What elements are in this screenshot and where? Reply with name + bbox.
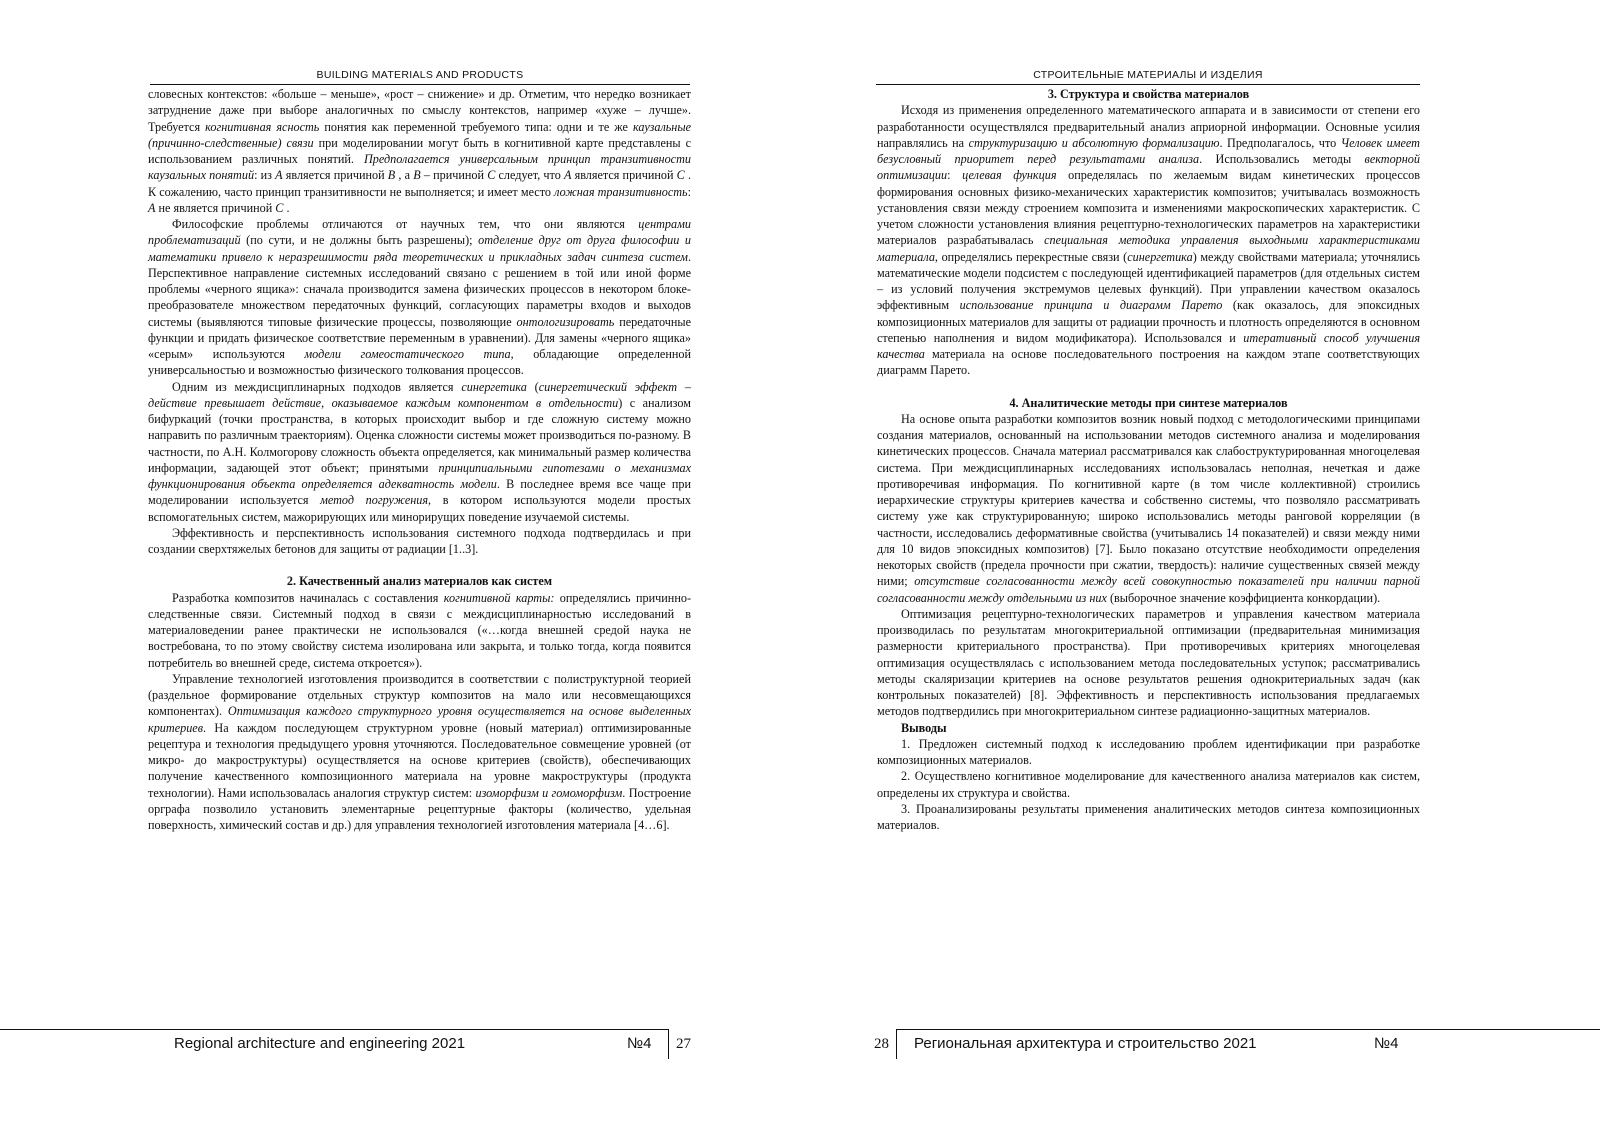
footer-rule-right (896, 1029, 1600, 1030)
footer-page-divider-right (896, 1029, 897, 1059)
page-number-left: 27 (676, 1036, 691, 1052)
conclusions-heading: Выводы (901, 720, 947, 735)
section-gap (148, 557, 691, 573)
left-paragraph-6: Управление технологией изготовления производится в соответствии с полиструктурной теорией (раздельное формирование отдельных структур композитов на мало или несовмещающихся компонентах). Оптимизация каждого структурного уровня осуществляется на основе выделенных критериев. На каждом последующем структурном уровне (новый материал) оптимизированные рецептура и технология предыдущего уровня уточняются. Последовательное совмещение уровней (от микро- до макроструктуры) осуществляется на основе критериев (свойств), обеспечивающих получение качественного композиционного материала на уровне макроструктуры (продукта технологии). Нами использовалась аналогия структур систем: изоморфизм и гомоморфизм. Построение орграфа позволило установить элементарные рецептурные факторы (количество, удельная поверхность, химический состав и др.) для управления технологией изготовления материала [4…6]. (148, 671, 691, 832)
right-paragraph-3: Оптимизация рецептурно-технологических параметров и управления качеством материала производилась по результатам многокритериальной оптимизации (предварительная минимизация размерности критериального пространства). При противоречивых критериях многоцелевая оптимизация осуществлялась с использованием метода последовательных уступок; рассматривались методы скаляризации критериев на основе результатов решения однокритериальных задач (как контрольных показателей) [8]. Эффективность и перспективность использования предлагаемых методов подтвердились при многокритериальном синтезе радиационно-защитных материалов. (877, 606, 1420, 719)
conclusion-3: 3. Проанализированы результаты применения аналитических методов синтеза композиционных материалов. (877, 801, 1420, 832)
running-header-left: BUILDING MATERIALS AND PRODUCTS (316, 69, 524, 81)
footer-page-divider-left (668, 1029, 669, 1059)
footer-rule-left (0, 1029, 668, 1030)
conclusion-1: 1. Предложен системный подход к исследованию проблем идентификации при разработке композиционных материалов. (877, 736, 1420, 767)
left-text-column (148, 86, 691, 833)
left-paragraph-5: Разработка композитов начиналась с составления когнитивной карты: определялись причинно-следственные связи. Системный подход в связи с междисциплинарностью исследований в материаловедении ранее практически не использовался («…когда внешней средой наука не востребована, то по этому свойству система изолирована или закрыта, и только тогда, когда появится потребитель во внешней среде, система откроется»). (148, 590, 692, 670)
right-page (800, 0, 1600, 1132)
section-heading-3: 3. Структура и свойства материалов (1047, 87, 1250, 101)
left-paragraph-3: Одним из междисциплинарных подходов является синергетика (синергетический эффект – действие превышает действие, оказываемое каждым компонентом в отдельности) с анализом бифуркаций (точки пространства, в которых происходит выбор и где сложную систему можно направить по различным траекториям). Оценка сложности системы может производиться по-разному. В частности, по А.Н. Колмогорову сложность объекта определяется, как минимальный размер количества информации, задающей этот объект; принятыми принципиальными гипотезами о механизмах функционирования объекта определяется адекватность модели. В последнее время все чаще при моделировании используется метод погружения, в котором используются модели простых вспомогательных систем, мажорирующих или минорирущих поведение изучаемой системы. (148, 379, 691, 524)
issue-number-left: №4 (627, 1035, 652, 1052)
header-rule-left (150, 84, 690, 85)
left-paragraph-2: Философские проблемы отличаются от научных тем, что они являются центрами проблематизаций (по сути, и не должны быть разрешены); отделение друг от друга философии и математики привело к неразрешимости ряда теоретических и прикладных задач синтеза систем. Перспективное направление системных исследований связано с решением в той или иной форме проблемы «черного ящика»: сначала производится замена физических процессов в некотором блоке-преобразователе множеством передаточных функций, согласующих параметры входов и выходов системы (выявляются типовые физические процессы, позволяющие онтологизировать передаточные функции и придать физическое соответствие переменным в уравнении). Для замены «черного ящика» «серым» используются модели гомеостатического типа, обладающие определенной универсальностью и возможностью физического толкования процессов. (148, 217, 692, 378)
right-paragraph-2: На основе опыта разработки композитов возник новый подход с методологическими принципами создания материалов, основанный на использовании методов системного анализа и моделирования кинетических процессов. Сначала материал рассматривался как слабоструктурированная многоцелевая система. При междисциплинарных исследованиях использовалась неполная, нечеткая и даже противоречивая информация. По когнитивной карте (в том числе коллективной) строились иерархические структуры критериев качества и собственно системы, что позволяло рассматривать систему уже как структурированную; широко использовались методы ранговой корреляции (в частности, исследовались деформативные свойства (учитывались 14 показателей) и связи между ними для 10 видов эпоксидных композитов) [7]. Было показано отсутствие необходимости определения некоторых свойств (предела прочности при сжатии, твердость): наличие существенных связей между ними; отсутствие согласованности между всей совокупностью показателей при наличии парной согласованности между отдельными из них (выборочное значение коэффициента конкордации). (877, 411, 1421, 605)
section-gap (877, 379, 1420, 395)
page-number-right: 28 (874, 1036, 889, 1052)
right-paragraph-1: Исходя из применения определенного математического аппарата и в зависимости от степени его разработанности осуществлялся предварительный анализ априорной информации. Основные усилия направлялись на структуризацию и абсолютную формализацию. Предполагалось, что Человек имеет безусловный приоритет перед результатами анализа. Использовались методы векторной оптимизации: целевая функция определялась по желаемым видам кинетических процессов формирования основных физико-механических характеристик композитов; учитывалась возможность установления связи между строением композита и изменениями макроскопических характеристик. С учетом сложности установления влияния рецептурно-технологических параметров на характеристики материалов разрабатывалась специальная методика управления выходными характеристиками материала, определялись перекрестные связи (синергетика) между свойствами материала; уточнялись математические модели подсистем с последующей идентификацией параметров (для отдельных систем – из условий получения экстремумов целевых функций). При управлении качеством оказалось эффективным использование принципа и диаграмм Парето (как оказалось, для эпоксидных композиционных материалов для защиты от радиации прочность и плотность определяются в основном степенью наполнения и видом модификатора). Использовался и итеративный способ улучшения качества материала на основе последовательного построения на каждом этапе соответствующих диаграмм Парето. (877, 103, 1420, 378)
running-header-right: СТРОИТЕЛЬНЫЕ МАТЕРИАЛЫ И ИЗДЕЛИЯ (1033, 69, 1263, 81)
journal-title-footer-right: Региональная архитектура и строительство 2021 (914, 1035, 1257, 1052)
header-rule-right (876, 84, 1420, 85)
section-heading-4: 4. Аналитические методы при синтезе материалов (1009, 395, 1288, 410)
journal-title-footer-left: Regional architecture and engineering 2021 (174, 1035, 466, 1052)
section-heading-2: 2. Качественный анализ материалов как систем (286, 574, 553, 589)
conclusion-2: 2. Осуществлено когнитивное моделирование для качественного анализа материалов как систем, определены их структура и свойства. (877, 769, 1420, 800)
issue-number-right: №4 (1374, 1035, 1399, 1052)
left-paragraph-1: словесных контекстов: «больше – меньше», «рост – снижение» и др. Отметим, что нередко возникает затруднение даже при выборе аналогичных по смыслу контекстов, например «хуже – лучше». Требуется когнитивная ясность понятия как переменной требуемого типа: одни и те же каузальные (причинно-следственные) связи при моделировании могут быть в когнитивной карте представлены с использованием различных понятий. Предполагается универсальным принцип транзитивности каузальных понятий: из A является причиной B , а B – причиной C следует, что A является причиной C . К сожалению, часто принцип транзитивности не выполняется; и имеет место ложная транзитивность: A не является причиной C . (148, 87, 692, 215)
left-paragraph-4: Эффективность и перспективность использования системного подхода подтвердилась и при создании сверхтяжелых бетонов для защиты от радиации [1..3]. (148, 525, 691, 556)
right-text-column (877, 86, 1420, 833)
